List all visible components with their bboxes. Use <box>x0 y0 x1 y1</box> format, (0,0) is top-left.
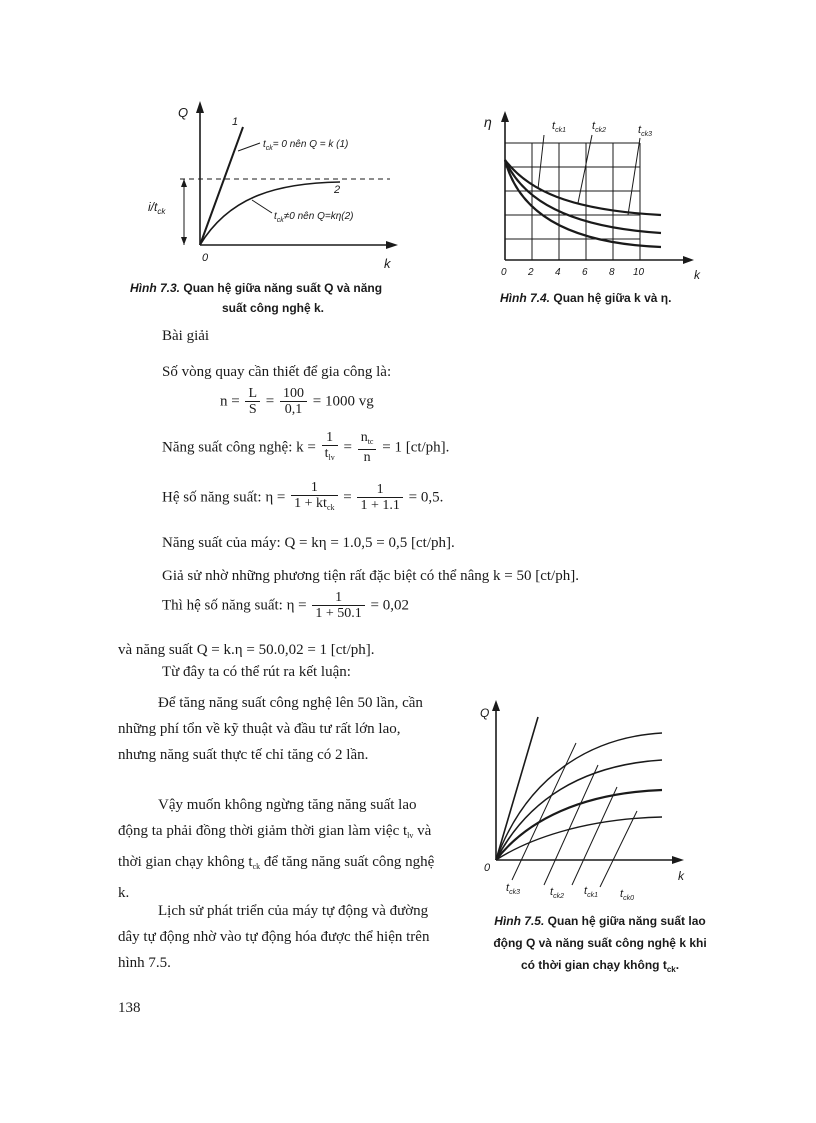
label-tck1-t: t <box>584 885 588 897</box>
annotation-1-sub: ck <box>265 145 273 152</box>
frac-num-1: 1 <box>322 430 338 446</box>
eta-lhs: η = <box>265 489 286 506</box>
q-axis-arrow <box>492 700 500 711</box>
figure-7-4-caption-text: Quan hệ giữa k và η. <box>553 291 672 305</box>
k-rhs: = 1 [ct/ph]. <box>382 439 450 456</box>
fraction-ntc-n <box>358 430 377 466</box>
k-axis-label: k <box>384 256 391 271</box>
annotation-2-sub: ck <box>276 217 284 224</box>
figure-7-5-caption-line2: động Q và năng suất công nghệ k khi <box>493 936 707 950</box>
label-tck3 <box>506 882 520 896</box>
paragraph-2 <box>118 792 440 906</box>
paragraph-1: Để tăng năng suất công nghệ lên 50 lần, cần những phí tổn về kỹ thuật và đầu tư rất lớn lao, nhưng năng suất thực tế chỉ tăng có 2 lần. <box>118 695 423 763</box>
figure-7-3-caption <box>130 281 450 295</box>
annotation-1 <box>263 139 348 152</box>
figure-7-3-caption-lead: Hình 7.3. <box>130 281 181 295</box>
fraction-eta-50 <box>312 590 364 622</box>
k-axis-arrow <box>386 241 398 249</box>
frac-eta-num-1: 1 <box>291 480 337 496</box>
q-axis-label: Q <box>178 105 189 120</box>
tu-day: Từ đây ta có thể rút ra kết luận: <box>162 664 351 680</box>
q-curve-3 <box>496 790 662 860</box>
leader-1 <box>238 143 260 151</box>
frac-50-den: 1 + 50.1 <box>315 606 362 621</box>
q-axis-arrow <box>196 101 204 113</box>
frac-eta-den-2: 1 + 1.1 <box>360 498 400 513</box>
eta-curve-tck1 <box>505 160 661 215</box>
nang-suat-cong-nghe: Năng suất công nghệ: <box>162 439 293 456</box>
label-tck2-sub: ck2 <box>553 893 564 900</box>
nang-suat-may: Năng suất của máy: Q = kη = 1.0,5 = 0,5 [ct/ph]. <box>162 535 455 551</box>
eta-den1-sub: ck <box>326 503 335 512</box>
va-nang-suat: và năng suất Q = k.η = 50.0,02 = 1 [ct/ph]. <box>118 642 375 658</box>
label-tck1-sub: ck1 <box>555 127 566 134</box>
fraction-eta-1 <box>291 480 337 516</box>
label-tck0 <box>620 888 634 902</box>
label-tck1 <box>584 885 598 899</box>
frac-den-tlv <box>322 446 338 466</box>
frac-num-L: L <box>245 386 260 402</box>
frac-50-num: 1 <box>312 590 364 606</box>
figure-7-3-caption-text: Quan hệ giữa năng suất Q và năng <box>183 281 383 295</box>
figure-7-4-caption-lead: Hình 7.4. <box>500 291 551 305</box>
k-axis-label: k <box>694 268 700 282</box>
i-tck-sub: ck <box>157 207 166 216</box>
figure-7-5-caption-lead: Hình 7.5. <box>494 914 545 928</box>
page-number: 138 <box>118 1000 141 1016</box>
ntc-letter: n <box>360 430 368 445</box>
label-tck1-sub: ck1 <box>587 892 598 899</box>
tick-4: 4 <box>555 267 561 278</box>
fraction-eta-2 <box>357 482 402 514</box>
t-letter: t <box>324 446 329 461</box>
label-tck1-t: t <box>552 120 556 132</box>
frac-eta-den-1 <box>291 496 337 516</box>
eta-axis-label: η <box>484 114 492 130</box>
annotation-2-t: t <box>274 211 277 222</box>
figure-7-4 <box>478 105 708 285</box>
equation-k <box>162 430 449 466</box>
frac-den-S: S <box>248 402 257 417</box>
eq-sign: = <box>343 439 352 456</box>
figure-7-5-caption <box>465 910 735 981</box>
eta-axis-arrow <box>501 111 509 122</box>
he-so-nang-suat: Hệ số năng suất: <box>162 489 262 506</box>
para2-part-c: để tăng năng suất công nghệ k. <box>118 854 435 901</box>
figure-7-5-caption-line1 <box>465 910 735 932</box>
leader-tck2 <box>578 135 592 203</box>
label-tck0-sub: ck0 <box>623 895 634 902</box>
annotation-1-rest: = 0 nên Q = k (1) <box>272 139 349 150</box>
eq-n-lhs: n = <box>220 393 240 410</box>
thi-rhs: = 0,02 <box>370 597 410 614</box>
fraction-1-tlv <box>322 430 338 466</box>
frac-den-n: n <box>363 450 371 465</box>
label-tck0-t: t <box>620 888 624 900</box>
frac-num-ntc <box>358 430 377 450</box>
label-tck1 <box>552 120 566 134</box>
figure-7-5 <box>472 695 712 905</box>
equation-eta <box>162 480 443 516</box>
tick-6: 6 <box>582 267 588 278</box>
equation-n <box>220 386 374 418</box>
tick-2: 2 <box>528 267 534 278</box>
label-tck2 <box>550 886 564 900</box>
para2-sub-ck: ck <box>252 862 261 871</box>
figure-7-5-caption-line3 <box>465 954 735 981</box>
thi-he-so: Thì hệ số năng suất: <box>162 597 283 614</box>
annotation-1-t: t <box>263 139 266 150</box>
label-tck2 <box>592 120 606 134</box>
tick-0: 0 <box>501 267 507 278</box>
para2-part-a: Vậy muốn không ngừng tăng năng suất lao động ta phải đồng thời giảm thời gian làm việc t <box>118 797 417 839</box>
leader-tck1 <box>572 787 617 885</box>
i-tck-text: i/t <box>148 200 158 214</box>
frac-num-100: 100 <box>280 386 307 402</box>
leader-2 <box>252 200 272 213</box>
eq-n-eq: = <box>265 393 275 410</box>
eta-curve-tck2 <box>505 160 661 233</box>
curve-2-label: 2 <box>334 184 341 196</box>
label-tck3-t: t <box>638 124 642 136</box>
figure-7-5-caption-line3-sub: ck <box>666 965 676 974</box>
i-tck-label <box>148 200 166 216</box>
eq-sign-2: = <box>343 489 352 506</box>
para2-part-b: và thời gian chạy không t <box>118 823 432 870</box>
gia-su: Giả sử nhờ những phương tiện rất đặc biệt có thể nâng k = 50 [ct/ph]. <box>162 568 579 584</box>
tick-8: 8 <box>609 267 615 278</box>
dimension-arrow-bottom <box>181 237 187 245</box>
annotation-2 <box>274 211 353 224</box>
tick-10: 10 <box>633 267 645 278</box>
annotation-2-rest: ≠0 nên Q=kη(2) <box>283 211 354 222</box>
para2-sub-lv: lv <box>407 831 414 840</box>
label-tck2-t: t <box>592 120 596 132</box>
figure-7-5-caption-text: Quan hệ giữa năng suất lao <box>547 914 706 928</box>
label-tck3-sub: ck3 <box>509 889 520 896</box>
label-tck2-t: t <box>550 886 554 898</box>
figure-7-4-caption <box>500 291 671 305</box>
k-axis-arrow <box>683 256 694 264</box>
figure-7-3-caption-line2: suất công nghệ k. <box>222 301 325 315</box>
paragraph-3: Lịch sử phát triển của máy tự động và đường dây tự động nhờ vào tự động hóa được thể hiện trên hình 7.5. <box>118 903 430 971</box>
frac-den-01: 0,1 <box>284 402 303 417</box>
figure-7-3 <box>140 95 415 275</box>
label-tck3-sub: ck3 <box>641 131 652 138</box>
lv-sub: lv <box>328 453 335 462</box>
eta-rhs: = 0,5. <box>408 489 444 506</box>
frac-eta-num-2: 1 <box>357 482 402 498</box>
label-tck2-sub: ck2 <box>595 127 606 134</box>
k-axis-label: k <box>678 869 684 883</box>
eta-curve-tck3 <box>505 160 661 247</box>
q-axis-label: Q <box>480 706 490 720</box>
k-axis-arrow <box>672 856 684 864</box>
figure-7-5-caption-line3-end: . <box>675 958 680 972</box>
figure-7-5-caption-line3-text: có thời gian chạy không t <box>520 958 667 972</box>
thi-eta-lhs: η = <box>286 597 307 614</box>
fraction-100 <box>280 386 307 418</box>
label-tck3 <box>638 124 652 138</box>
dimension-arrow-top <box>181 179 187 187</box>
equation-eta-50 <box>162 590 409 622</box>
k-lhs: k = <box>296 439 316 456</box>
curve-1-line <box>200 127 243 245</box>
bai-giai: Bài giải <box>162 328 210 344</box>
leader-tck3 <box>628 138 640 215</box>
origin-label: 0 <box>484 862 491 874</box>
eq-n-rhs: = 1000 vg <box>312 393 374 410</box>
so-vong-quay: Số vòng quay cần thiết để gia công là: <box>162 364 392 380</box>
origin-label: 0 <box>202 252 209 264</box>
q-curve-1 <box>496 733 662 860</box>
fraction-L-S <box>245 386 260 418</box>
label-tck3-t: t <box>506 882 510 894</box>
ntc-sub: tc <box>367 437 374 446</box>
eta-den1-text: 1 + kt <box>294 496 327 511</box>
curve-1-label: 1 <box>232 116 239 128</box>
